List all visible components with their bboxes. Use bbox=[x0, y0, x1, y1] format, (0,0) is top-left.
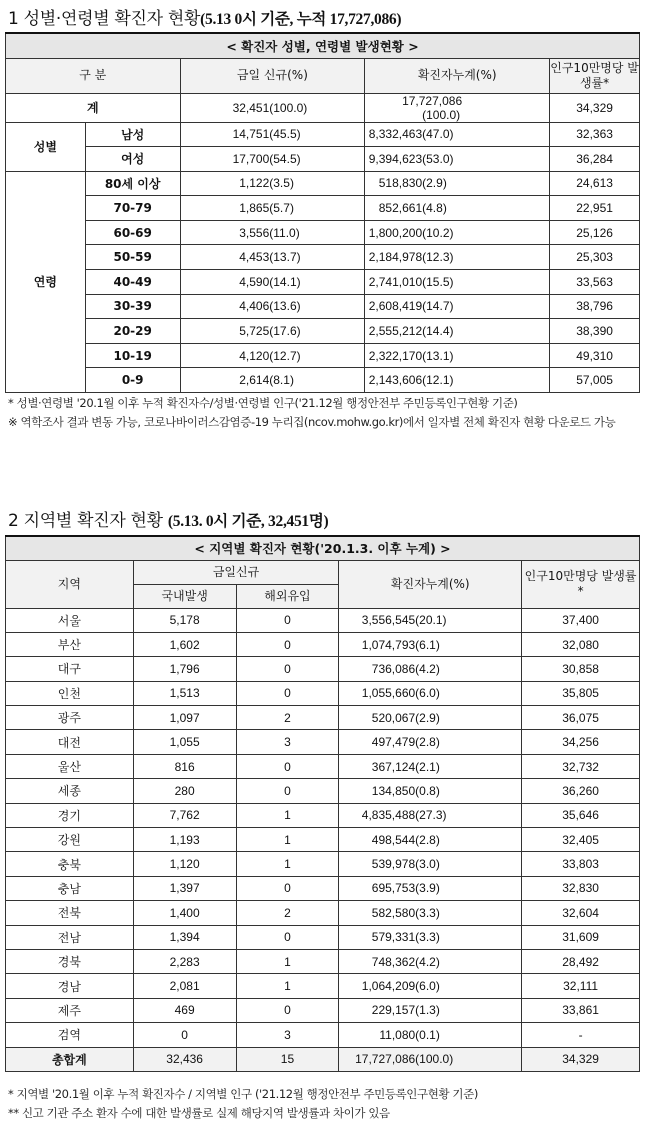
section2-notes bbox=[8, 1085, 640, 1123]
overseas-cell: 1 bbox=[236, 828, 339, 852]
cumulative-cell-value: 367,124 bbox=[371, 759, 416, 774]
rate-cell: 33,861 bbox=[522, 998, 640, 1022]
rate-cell: 49,310 bbox=[550, 343, 640, 368]
table-row bbox=[6, 122, 640, 147]
domestic-cell: 7,762 bbox=[133, 803, 236, 827]
overseas-cell: 1 bbox=[236, 949, 339, 973]
cumulative-cell bbox=[365, 220, 550, 245]
domestic-cell: 1,097 bbox=[133, 706, 236, 730]
cumulative-cell-value: 748,362 bbox=[371, 954, 416, 969]
cumulative-cell-value: 497,479 bbox=[371, 735, 416, 750]
overseas-cell: 1 bbox=[236, 852, 339, 876]
new-cell-value: 14,751 bbox=[232, 127, 270, 142]
header-new: 금일 신규(%) bbox=[180, 58, 365, 93]
cumulative-cell-value: 11,080 bbox=[379, 1027, 416, 1042]
new-cell-value: 3,556 bbox=[239, 225, 270, 240]
section2-title bbox=[8, 506, 328, 531]
table-header-row bbox=[6, 58, 640, 93]
row-label: 30-39 bbox=[85, 294, 180, 319]
cumulative-cell-value: 539,978 bbox=[371, 857, 416, 872]
domestic-cell: 0 bbox=[133, 1023, 236, 1047]
region-label: 검역 bbox=[6, 1023, 134, 1047]
region-table-body bbox=[6, 536, 640, 1071]
table-row bbox=[6, 803, 640, 827]
cumulative-cell bbox=[339, 608, 522, 632]
new-cell bbox=[180, 294, 365, 319]
cumulative-cell-value: 1,055,660 bbox=[361, 686, 416, 701]
cumulative-cell-value: 518,830 bbox=[378, 176, 423, 191]
table-row bbox=[6, 779, 640, 803]
rate-cell: 32,363 bbox=[550, 122, 640, 147]
new-cell bbox=[180, 220, 365, 245]
cumulative-cell-value: 579,331 bbox=[371, 930, 416, 945]
region-label: 제주 bbox=[6, 998, 134, 1022]
new-cell-value: 4,590 bbox=[239, 274, 270, 289]
domestic-cell: 1,602 bbox=[133, 632, 236, 656]
rate-cell: 35,805 bbox=[522, 681, 640, 705]
new-cell-percent: (13.6) bbox=[269, 299, 301, 314]
note-line: * 성별·연령별 '20.1월 이후 누적 확진자수/성별·연령별 인구('21.12월 행정안전부 주민등록인구현황 기준) bbox=[8, 396, 518, 410]
table-row bbox=[6, 754, 640, 778]
header-overseas: 해외유입 bbox=[236, 584, 339, 608]
table-row bbox=[6, 730, 640, 754]
rate-cell: 34,329 bbox=[522, 1047, 640, 1071]
region-label: 경북 bbox=[6, 949, 134, 973]
new-cell bbox=[180, 368, 365, 393]
region-label: 총합계 bbox=[6, 1047, 134, 1071]
cumulative-cell-percent: (47.0) bbox=[422, 127, 454, 142]
overseas-cell: 0 bbox=[236, 876, 339, 900]
new-cell-percent: (11.0) bbox=[269, 225, 300, 240]
cumulative-cell-value: 520,067 bbox=[371, 710, 416, 725]
note-line: ** 신고 기관 주소 환자 수에 대한 발생률로 실제 해당지역 발생률과 차이가 있음 bbox=[8, 1106, 390, 1120]
new-cell-value: 32,451 bbox=[232, 100, 270, 115]
region-label: 전북 bbox=[6, 901, 134, 925]
table-row bbox=[6, 828, 640, 852]
table-row bbox=[6, 319, 640, 344]
new-cell bbox=[180, 122, 365, 147]
region-table bbox=[5, 535, 640, 1072]
cumulative-cell bbox=[365, 122, 550, 147]
region-label: 강원 bbox=[6, 828, 134, 852]
table-row bbox=[6, 171, 640, 196]
rate-cell: 34,329 bbox=[550, 93, 640, 122]
new-cell bbox=[180, 270, 365, 295]
region-label: 전남 bbox=[6, 925, 134, 949]
domestic-cell: 1,796 bbox=[133, 657, 236, 681]
new-cell-value: 1,122 bbox=[239, 176, 270, 191]
domestic-cell: 2,081 bbox=[133, 974, 236, 998]
rate-cell: 35,646 bbox=[522, 803, 640, 827]
cumulative-cell-percent: (20.1) bbox=[415, 613, 447, 628]
rate-cell: 32,080 bbox=[522, 632, 640, 656]
new-cell-value: 4,120 bbox=[239, 348, 270, 363]
region-label: 충북 bbox=[6, 852, 134, 876]
cumulative-cell-value: 1,074,793 bbox=[361, 637, 416, 652]
table-row bbox=[6, 632, 640, 656]
table-caption: < 확진자 성별, 연령별 발생현황 > bbox=[6, 33, 640, 58]
row-label: 남성 bbox=[85, 122, 180, 147]
new-cell-percent: (45.5) bbox=[269, 127, 301, 142]
rate-cell: 36,284 bbox=[550, 147, 640, 172]
cumulative-cell-value: 2,741,010 bbox=[368, 274, 423, 289]
cumulative-cell-percent: (2.8) bbox=[415, 735, 440, 750]
cumulative-cell-value: 582,580 bbox=[371, 905, 416, 920]
new-cell-percent: (14.1) bbox=[269, 274, 301, 289]
cumulative-cell-percent: (100.0) bbox=[422, 107, 461, 122]
cumulative-cell-percent: (3.3) bbox=[415, 905, 440, 920]
new-cell-value: 17,700 bbox=[232, 151, 270, 166]
cumulative-cell-percent: (1.3) bbox=[415, 1003, 440, 1018]
header-rate: 인구10만명당 발생률* bbox=[550, 58, 640, 93]
row-label: 70-79 bbox=[85, 196, 180, 221]
table-row bbox=[6, 294, 640, 319]
section1-title-text: 1 성별·연령별 확진자 현황 bbox=[8, 9, 201, 29]
domestic-cell: 1,394 bbox=[133, 925, 236, 949]
table-row bbox=[6, 93, 640, 122]
region-label: 경남 bbox=[6, 974, 134, 998]
cumulative-cell-value: 1,064,209 bbox=[361, 979, 416, 994]
overseas-cell: 0 bbox=[236, 657, 339, 681]
overseas-cell: 15 bbox=[236, 1047, 339, 1071]
cumulative-cell-value: 736,086 bbox=[371, 661, 416, 676]
cumulative-cell bbox=[339, 949, 522, 973]
cumulative-cell-percent: (6.0) bbox=[415, 686, 440, 701]
cumulative-cell bbox=[365, 270, 550, 295]
region-label: 대전 bbox=[6, 730, 134, 754]
overseas-cell: 3 bbox=[236, 730, 339, 754]
new-cell-value: 4,453 bbox=[239, 250, 270, 265]
new-cell bbox=[180, 343, 365, 368]
cumulative-cell bbox=[339, 754, 522, 778]
cumulative-cell-value: 1,800,200 bbox=[368, 225, 423, 240]
new-cell-value: 1,865 bbox=[239, 201, 270, 216]
gender-age-table bbox=[5, 32, 640, 393]
domestic-cell: 280 bbox=[133, 779, 236, 803]
new-cell bbox=[180, 245, 365, 270]
header-cumulative: 확진자누계(%) bbox=[365, 58, 550, 93]
rate-cell: 34,256 bbox=[522, 730, 640, 754]
cumulative-cell-percent: (4.2) bbox=[415, 661, 440, 676]
cumulative-cell-percent: (4.2) bbox=[415, 954, 440, 969]
rate-cell: 28,492 bbox=[522, 949, 640, 973]
new-cell-value: 5,725 bbox=[239, 324, 270, 339]
table-row bbox=[6, 681, 640, 705]
table-caption: < 지역별 확진자 현황('20.1.3. 이후 누계) > bbox=[6, 536, 640, 560]
overseas-cell: 0 bbox=[236, 754, 339, 778]
cumulative-cell-percent: (2.8) bbox=[415, 832, 440, 847]
new-cell bbox=[180, 147, 365, 172]
cumulative-cell-percent: (100.0) bbox=[415, 1052, 454, 1067]
rate-cell: 32,732 bbox=[522, 754, 640, 778]
table-row bbox=[6, 1023, 640, 1047]
table-row bbox=[6, 876, 640, 900]
cumulative-cell bbox=[339, 632, 522, 656]
cumulative-cell-value: 4,835,488 bbox=[361, 808, 416, 823]
gender-age-table-body bbox=[6, 33, 640, 393]
table-row bbox=[6, 245, 640, 270]
overseas-cell: 0 bbox=[236, 632, 339, 656]
new-cell bbox=[180, 93, 365, 122]
region-label: 인천 bbox=[6, 681, 134, 705]
domestic-cell: 5,178 bbox=[133, 608, 236, 632]
cumulative-cell bbox=[365, 147, 550, 172]
region-label: 충남 bbox=[6, 876, 134, 900]
cumulative-cell-percent: (53.0) bbox=[422, 151, 454, 166]
cumulative-cell-value: 2,608,419 bbox=[368, 299, 423, 314]
table-row bbox=[6, 608, 640, 632]
cumulative-cell-value: 9,394,623 bbox=[368, 151, 423, 166]
new-cell bbox=[180, 319, 365, 344]
section2-subtitle: (5.13. 0시 기준, 32,451명) bbox=[167, 513, 329, 530]
cumulative-cell bbox=[339, 1047, 522, 1071]
cumulative-cell bbox=[339, 974, 522, 998]
cumulative-cell-percent: (27.3) bbox=[415, 808, 447, 823]
row-label: 50-59 bbox=[85, 245, 180, 270]
cumulative-cell-percent: (3.0) bbox=[415, 857, 440, 872]
cumulative-cell bbox=[365, 245, 550, 270]
cumulative-cell-percent: (10.2) bbox=[422, 225, 454, 240]
overseas-cell: 2 bbox=[236, 901, 339, 925]
cumulative-cell-percent: (3.9) bbox=[415, 881, 440, 896]
total-row bbox=[6, 1047, 640, 1071]
rate-cell: 57,005 bbox=[550, 368, 640, 393]
cumulative-cell bbox=[339, 998, 522, 1022]
rate-cell: 36,260 bbox=[522, 779, 640, 803]
domestic-cell: 1,055 bbox=[133, 730, 236, 754]
cumulative-cell-percent: (6.1) bbox=[415, 637, 440, 652]
header-today-new: 금일신규 bbox=[133, 560, 339, 584]
gender-group-label: 성별 bbox=[6, 122, 86, 171]
new-cell-percent: (13.7) bbox=[269, 250, 301, 265]
new-cell-value: 2,614 bbox=[239, 373, 270, 388]
cumulative-cell-value: 695,753 bbox=[371, 881, 416, 896]
domestic-cell: 1,513 bbox=[133, 681, 236, 705]
table-header-row bbox=[6, 560, 640, 584]
cumulative-cell-value: 17,727,086 bbox=[355, 1052, 416, 1067]
cumulative-cell bbox=[339, 1023, 522, 1047]
rate-cell: 32,830 bbox=[522, 876, 640, 900]
rate-cell: 33,803 bbox=[522, 852, 640, 876]
cumulative-cell-value: 852,661 bbox=[378, 201, 423, 216]
overseas-cell: 3 bbox=[236, 1023, 339, 1047]
cumulative-cell-value: 2,555,212 bbox=[368, 324, 423, 339]
region-label: 세종 bbox=[6, 779, 134, 803]
rate-cell: 22,951 bbox=[550, 196, 640, 221]
domestic-cell: 32,436 bbox=[133, 1047, 236, 1071]
cumulative-cell bbox=[339, 901, 522, 925]
region-label: 서울 bbox=[6, 608, 134, 632]
cumulative-cell-percent: (0.8) bbox=[415, 783, 440, 798]
cumulative-cell bbox=[339, 828, 522, 852]
cumulative-cell-value: 2,322,170 bbox=[368, 348, 423, 363]
section1-notes bbox=[8, 394, 640, 432]
rate-cell: 31,609 bbox=[522, 925, 640, 949]
rate-cell: 38,390 bbox=[550, 319, 640, 344]
rate-cell: 32,111 bbox=[522, 974, 640, 998]
cumulative-cell-value: 134,850 bbox=[371, 783, 416, 798]
cumulative-cell bbox=[339, 876, 522, 900]
region-label: 부산 bbox=[6, 632, 134, 656]
cumulative-cell-percent: (2.1) bbox=[415, 759, 440, 774]
cumulative-cell-value: 17,727,086 bbox=[402, 93, 463, 108]
new-cell bbox=[180, 196, 365, 221]
cumulative-cell bbox=[339, 706, 522, 730]
table-row bbox=[6, 368, 640, 393]
table-row bbox=[6, 949, 640, 973]
new-cell-percent: (8.1) bbox=[269, 373, 294, 388]
cumulative-cell-value: 498,544 bbox=[371, 832, 416, 847]
region-label: 광주 bbox=[6, 706, 134, 730]
overseas-cell: 2 bbox=[236, 706, 339, 730]
table-caption-row bbox=[6, 33, 640, 58]
domestic-cell: 2,283 bbox=[133, 949, 236, 973]
new-cell-percent: (54.5) bbox=[269, 151, 301, 166]
region-label: 울산 bbox=[6, 754, 134, 778]
cumulative-cell bbox=[339, 803, 522, 827]
overseas-cell: 0 bbox=[236, 608, 339, 632]
cumulative-cell-percent: (2.9) bbox=[415, 710, 440, 725]
total-label: 계 bbox=[6, 93, 181, 122]
table-row bbox=[6, 901, 640, 925]
table-row bbox=[6, 657, 640, 681]
cumulative-cell bbox=[339, 730, 522, 754]
rate-cell: - bbox=[522, 1023, 640, 1047]
row-label: 80세 이상 bbox=[85, 171, 180, 196]
rate-cell: 24,613 bbox=[550, 171, 640, 196]
table-row bbox=[6, 196, 640, 221]
rate-cell: 25,126 bbox=[550, 220, 640, 245]
overseas-cell: 1 bbox=[236, 974, 339, 998]
cumulative-cell-percent: (12.3) bbox=[422, 250, 454, 265]
section1-subtitle: (5.13 0시 기준, 누적 17,727,086) bbox=[200, 11, 402, 28]
table-row bbox=[6, 343, 640, 368]
new-cell bbox=[180, 171, 365, 196]
header-region: 지역 bbox=[6, 560, 134, 608]
table-caption-row bbox=[6, 536, 640, 560]
cumulative-cell-percent: (0.1) bbox=[415, 1027, 440, 1042]
rate-cell: 30,858 bbox=[522, 657, 640, 681]
row-label: 60-69 bbox=[85, 220, 180, 245]
overseas-cell: 0 bbox=[236, 779, 339, 803]
new-cell-percent: (17.6) bbox=[269, 324, 301, 339]
overseas-cell: 1 bbox=[236, 803, 339, 827]
rate-cell: 32,604 bbox=[522, 901, 640, 925]
cumulative-cell-percent: (3.3) bbox=[415, 930, 440, 945]
cumulative-cell bbox=[365, 171, 550, 196]
header-rate: 인구10만명당 발생률* bbox=[522, 560, 640, 608]
overseas-cell: 0 bbox=[236, 925, 339, 949]
cumulative-cell bbox=[339, 681, 522, 705]
header-category: 구 분 bbox=[6, 58, 181, 93]
section2-title-text: 2 지역별 확진자 현황 bbox=[8, 511, 163, 531]
new-cell-percent: (5.7) bbox=[269, 201, 294, 216]
cumulative-cell-percent: (4.8) bbox=[422, 201, 447, 216]
table-row bbox=[6, 998, 640, 1022]
header-domestic: 국내발생 bbox=[133, 584, 236, 608]
cumulative-cell-percent: (14.4) bbox=[422, 324, 454, 339]
row-label: 40-49 bbox=[85, 270, 180, 295]
cumulative-cell bbox=[365, 294, 550, 319]
domestic-cell: 1,120 bbox=[133, 852, 236, 876]
region-label: 경기 bbox=[6, 803, 134, 827]
new-cell-percent: (100.0) bbox=[269, 100, 308, 115]
section1-title bbox=[8, 4, 401, 29]
cumulative-cell bbox=[339, 657, 522, 681]
table-row bbox=[6, 852, 640, 876]
age-group-label: 연령 bbox=[6, 171, 86, 392]
rate-cell: 25,303 bbox=[550, 245, 640, 270]
cumulative-cell-value: 229,157 bbox=[371, 1003, 416, 1018]
cumulative-cell-value: 8,332,463 bbox=[368, 127, 423, 142]
cumulative-cell-value: 2,184,978 bbox=[368, 250, 423, 265]
domestic-cell: 1,400 bbox=[133, 901, 236, 925]
table-row bbox=[6, 147, 640, 172]
row-label: 10-19 bbox=[85, 343, 180, 368]
cumulative-cell bbox=[365, 343, 550, 368]
row-label: 0-9 bbox=[85, 368, 180, 393]
table-row bbox=[6, 974, 640, 998]
domestic-cell: 1,397 bbox=[133, 876, 236, 900]
row-label: 20-29 bbox=[85, 319, 180, 344]
domestic-cell: 816 bbox=[133, 754, 236, 778]
rate-cell: 37,400 bbox=[522, 608, 640, 632]
cumulative-cell-percent: (2.9) bbox=[422, 176, 447, 191]
domestic-cell: 1,193 bbox=[133, 828, 236, 852]
cumulative-cell bbox=[365, 368, 550, 393]
note-line: ※ 역학조사 결과 변동 가능, 코로나바이러스감염증-19 누리집(ncov.mohw.go.kr)에서 일자별 전체 확진자 현황 다운로드 가능 bbox=[8, 415, 616, 429]
domestic-cell: 469 bbox=[133, 998, 236, 1022]
cumulative-cell bbox=[365, 319, 550, 344]
cumulative-cell-value: 2,143,606 bbox=[368, 373, 423, 388]
cumulative-cell bbox=[339, 852, 522, 876]
new-cell-value: 4,406 bbox=[239, 299, 270, 314]
rate-cell: 36,075 bbox=[522, 706, 640, 730]
table-row bbox=[6, 220, 640, 245]
cumulative-cell-percent: (13.1) bbox=[422, 348, 454, 363]
table-row bbox=[6, 925, 640, 949]
rate-cell: 33,563 bbox=[550, 270, 640, 295]
row-label: 여성 bbox=[85, 147, 180, 172]
cumulative-cell-value: 3,556,545 bbox=[361, 613, 416, 628]
cumulative-cell-percent: (6.0) bbox=[415, 979, 440, 994]
note-line: * 지역별 '20.1월 이후 누적 확진자수 / 지역별 인구 ('21.12월 행정안전부 주민등록인구현황 기준) bbox=[8, 1087, 478, 1101]
cumulative-cell bbox=[339, 925, 522, 949]
new-cell-percent: (12.7) bbox=[269, 348, 301, 363]
region-label: 대구 bbox=[6, 657, 134, 681]
cumulative-cell-percent: (12.1) bbox=[422, 373, 454, 388]
cumulative-cell bbox=[339, 779, 522, 803]
rate-cell: 32,405 bbox=[522, 828, 640, 852]
overseas-cell: 0 bbox=[236, 998, 339, 1022]
rate-cell: 38,796 bbox=[550, 294, 640, 319]
new-cell-percent: (3.5) bbox=[269, 176, 294, 191]
table-row bbox=[6, 270, 640, 295]
table-row bbox=[6, 706, 640, 730]
cumulative-cell-percent: (15.5) bbox=[422, 274, 454, 289]
overseas-cell: 0 bbox=[236, 681, 339, 705]
cumulative-cell bbox=[365, 93, 550, 122]
cumulative-cell bbox=[365, 196, 550, 221]
cumulative-cell-percent: (14.7) bbox=[422, 299, 454, 314]
header-cumulative: 확진자누계(%) bbox=[339, 560, 522, 608]
